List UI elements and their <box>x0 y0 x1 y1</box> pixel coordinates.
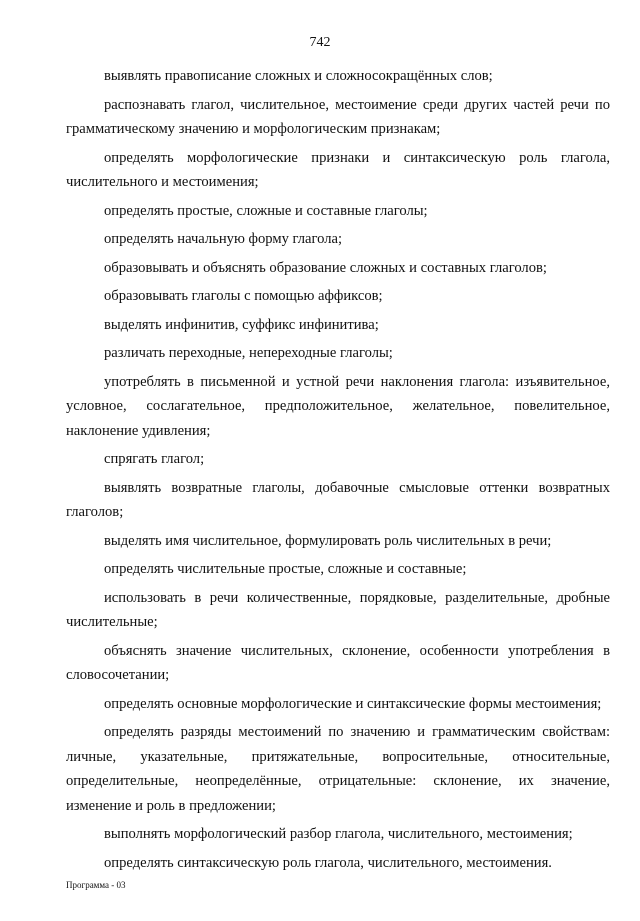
list-item: выделять инфинитив, суффикс инфинитива; <box>104 316 379 333</box>
list-item: образовывать и объяснять образование сложных и составных глаголов; <box>104 259 547 276</box>
list-item: определять основные морфологические и синтаксические формы местоимения; <box>104 695 602 712</box>
list-item: выполнять морфологический разбор глагола, числительного, местоимения; <box>104 826 573 842</box>
list-item: определять разряды местоимений по значению и грамматическим свойствам: личные, указательные, притяжательные, вопросительные, относительные, определительные, неопределённые, отрицательные: склонение, их значение, изменение и роль в предложении; <box>66 724 610 814</box>
list-item: определять простые, сложные и составные глаголы; <box>104 202 428 219</box>
list-item: использовать в речи количественные, порядковые, разделительные, дробные числительные; <box>66 589 610 630</box>
list-item: выявлять возвратные глаголы, добавочные смысловые оттенки возвратных глаголов; <box>66 479 610 520</box>
list-item: распознавать глагол, числительное, местоимение среди других частей речи по грамматическому значению и морфологическим признакам; <box>66 96 610 137</box>
objectives-list <box>66 64 610 879</box>
list-item: определять синтаксическую роль глагола, числительного, местоимения. <box>104 854 552 871</box>
list-item: объяснять значение числительных, склонение, особенности употребления в словосочетании; <box>66 642 610 683</box>
list-item: выявлять правописание сложных и сложносокращённых слов; <box>104 68 493 84</box>
page-footer: Программа - 03 <box>66 880 126 890</box>
list-item: выделять имя числительное, формулировать роль числительных в речи; <box>104 532 552 549</box>
list-item: определять числительные простые, сложные и составные; <box>104 561 467 577</box>
list-item: спрягать глагол; <box>104 451 205 467</box>
list-item: определять морфологические признаки и синтаксическую роль глагола, числительного и местоимения; <box>66 149 610 190</box>
list-item: определять начальную форму глагола; <box>104 231 343 247</box>
page-number: 742 <box>309 35 331 50</box>
list-item: различать переходные, непереходные глаголы; <box>104 345 393 361</box>
list-item: употреблять в письменной и устной речи наклонения глагола: изъявительное, условное, сослагательное, предположительное, желательное, повелительное, наклонение удивления; <box>66 373 610 439</box>
list-item: образовывать глаголы с помощью аффиксов; <box>104 288 383 304</box>
